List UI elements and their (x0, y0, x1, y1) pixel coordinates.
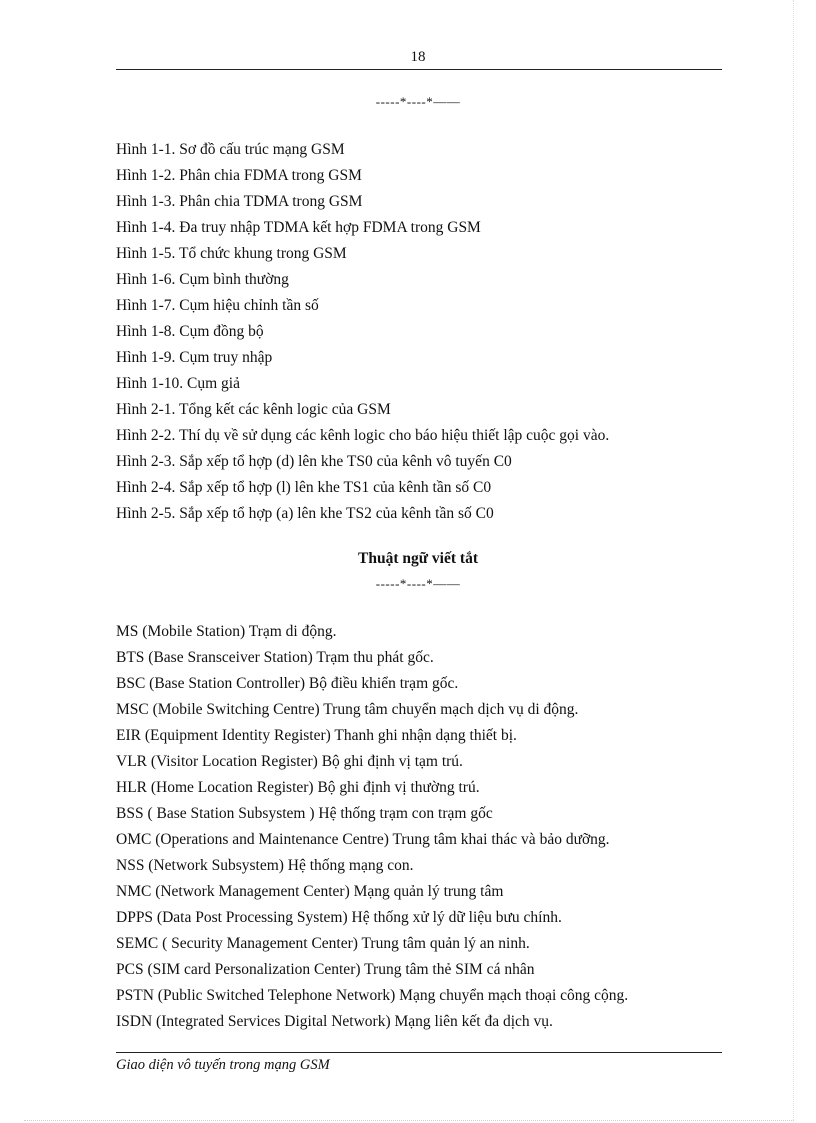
abbreviation-item: NSS (Network Subsystem) Hệ thống mạng con. (116, 857, 414, 874)
separator-figures: -----*----*—— (375, 94, 461, 109)
abbreviation-item: BSC (Base Station Controller) Bộ điều khiển trạm gốc. (116, 675, 459, 692)
figure-item: Hình 1-5. Tổ chức khung trong GSM (116, 245, 347, 262)
abbreviation-item: BTS (Base Sransceiver Station) Trạm thu phát gốc. (116, 649, 434, 666)
abbreviation-item: MSC (Mobile Switching Centre) Trung tâm chuyển mạch dịch vụ di động. (116, 701, 579, 718)
figure-item: Hình 1-1. Sơ đồ cấu trúc mạng GSM (116, 141, 345, 158)
abbreviation-item: BSS ( Base Station Subsystem ) Hệ thống trạm con trạm gốc (116, 805, 493, 822)
abbreviation-item: ISDN (Integrated Services Digital Network) Mạng liên kết đa dịch vụ. (116, 1013, 553, 1030)
abbreviation-list (116, 619, 628, 1035)
figure-item: Hình 2-1. Tổng kết các kênh logic của GSM (116, 401, 391, 418)
abbreviation-item: VLR (Visitor Location Register) Bộ ghi định vị tạm trú. (116, 753, 463, 770)
abbreviation-item: DPPS (Data Post Processing System) Hệ thống xử lý dữ liệu bưu chính. (116, 909, 562, 926)
abbreviation-item: OMC (Operations and Maintenance Centre) Trung tâm khai thác và bảo dưỡng. (116, 831, 610, 848)
figure-item: Hình 1-3. Phân chia TDMA trong GSM (116, 193, 363, 210)
figure-item: Hình 1-2. Phân chia FDMA trong GSM (116, 167, 362, 184)
figure-item: Hình 2-3. Sắp xếp tổ hợp (d) lên khe TS0 của kênh vô tuyến C0 (116, 453, 512, 470)
figure-item: Hình 2-2. Thí dụ về sử dụng các kênh logic cho báo hiệu thiết lập cuộc gọi vào. (116, 427, 610, 444)
page-number: 18 (410, 49, 426, 65)
footer-title: Giao diện vô tuyến trong mạng GSM (116, 1057, 330, 1073)
footer-rule (116, 1052, 722, 1053)
figure-item: Hình 2-4. Sắp xếp tổ hợp (l) lên khe TS1 của kênh tần số C0 (116, 479, 492, 496)
separator-abbreviations: -----*----*—— (375, 576, 461, 591)
abbreviation-item: HLR (Home Location Register) Bộ ghi định vị thường trú. (116, 779, 480, 796)
abbreviation-item: EIR (Equipment Identity Register) Thanh ghi nhận dạng thiết bị. (116, 727, 517, 744)
figure-item: Hình 1-4. Đa truy nhập TDMA kết hợp FDMA trong GSM (116, 219, 481, 236)
abbreviation-item: PSTN (Public Switched Telephone Network) Mạng chuyển mạch thoại công cộng. (116, 987, 629, 1004)
figure-item: Hình 1-9. Cụm truy nhập (116, 349, 273, 366)
abbreviation-item: NMC (Network Management Center) Mạng quản lý trung tâm (116, 883, 504, 900)
abbreviation-item: PCS (SIM card Personalization Center) Trung tâm thẻ SIM cá nhân (116, 961, 535, 978)
abbreviations-title: Thuật ngữ viết tắt (358, 550, 478, 567)
page-edge-bottom (24, 1120, 794, 1121)
figure-item: Hình 1-8. Cụm đồng bộ (116, 323, 264, 340)
figure-item: Hình 1-10. Cụm giả (116, 375, 240, 392)
abbreviation-item: SEMC ( Security Management Center) Trung tâm quản lý an ninh. (116, 935, 530, 952)
figure-item: Hình 1-7. Cụm hiệu chỉnh tần số (116, 297, 319, 314)
header-rule (116, 69, 722, 70)
abbreviation-item: MS (Mobile Station) Trạm di động. (116, 623, 337, 640)
figure-list (116, 137, 609, 527)
figure-item: Hình 1-6. Cụm bình thường (116, 271, 289, 288)
figure-item: Hình 2-5. Sắp xếp tổ hợp (a) lên khe TS2 của kênh tần số C0 (116, 505, 494, 522)
